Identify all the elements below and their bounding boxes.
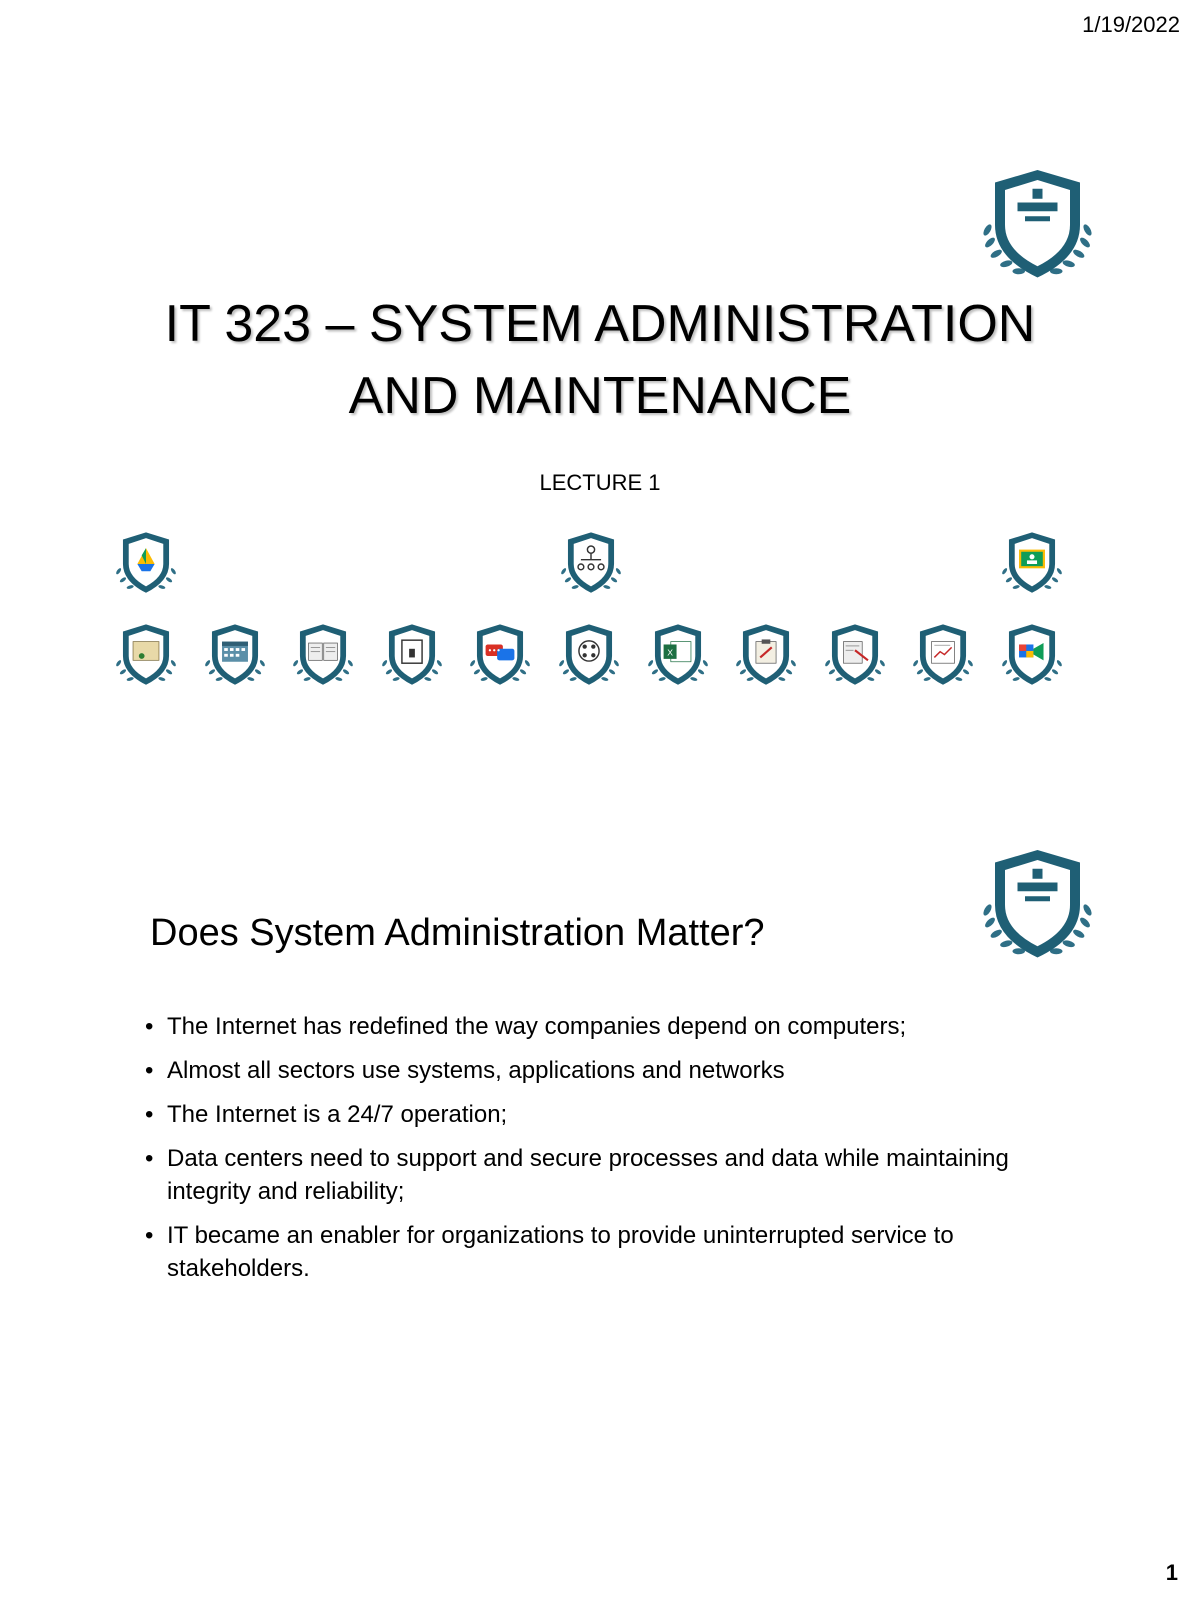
lecture-subtitle: LECTURE 1 (539, 470, 661, 495)
school-logo-crest-slide2 (975, 845, 1100, 970)
meet-icon (996, 620, 1068, 692)
list-item: • The Internet has redefined the way companies depend on computers; (145, 1010, 1065, 1043)
list-item: • Data centers need to support and secure processes and data while maintaining integrity and reliability; (145, 1142, 1065, 1208)
list-item: • IT became an enabler for organizations to provide uninterrupted service to stakeholders. (145, 1219, 1065, 1285)
book-icon (287, 620, 359, 692)
slide-date: 1/19/2022 (1082, 12, 1180, 37)
document-icon (376, 620, 448, 692)
report-icon (907, 620, 979, 692)
excel-icon (642, 620, 714, 692)
bullet-list (145, 1010, 1065, 1296)
slide2-title: Does System Administration Matter? (150, 912, 765, 954)
school-logo-crest (975, 165, 1100, 290)
list-item: • The Internet is a 24/7 operation; (145, 1098, 1065, 1131)
slide1-title: IT 323 – SYSTEM ADMINISTRATION AND MAINTENANCE (164, 295, 1036, 425)
chat-icon (464, 620, 536, 692)
calendar-icon (199, 620, 271, 692)
org-chart-icon (555, 528, 627, 600)
page-number: 1 (1165, 1560, 1178, 1585)
classroom-icon (996, 528, 1068, 600)
clipboard-icon (730, 620, 802, 692)
svg-text:X: X (666, 647, 673, 658)
certificate-icon (110, 620, 182, 692)
drive-icon (110, 528, 182, 600)
list-item: • Almost all sectors use systems, applications and networks (145, 1054, 1065, 1087)
grading-icon (819, 620, 891, 692)
network-icon (553, 620, 625, 692)
